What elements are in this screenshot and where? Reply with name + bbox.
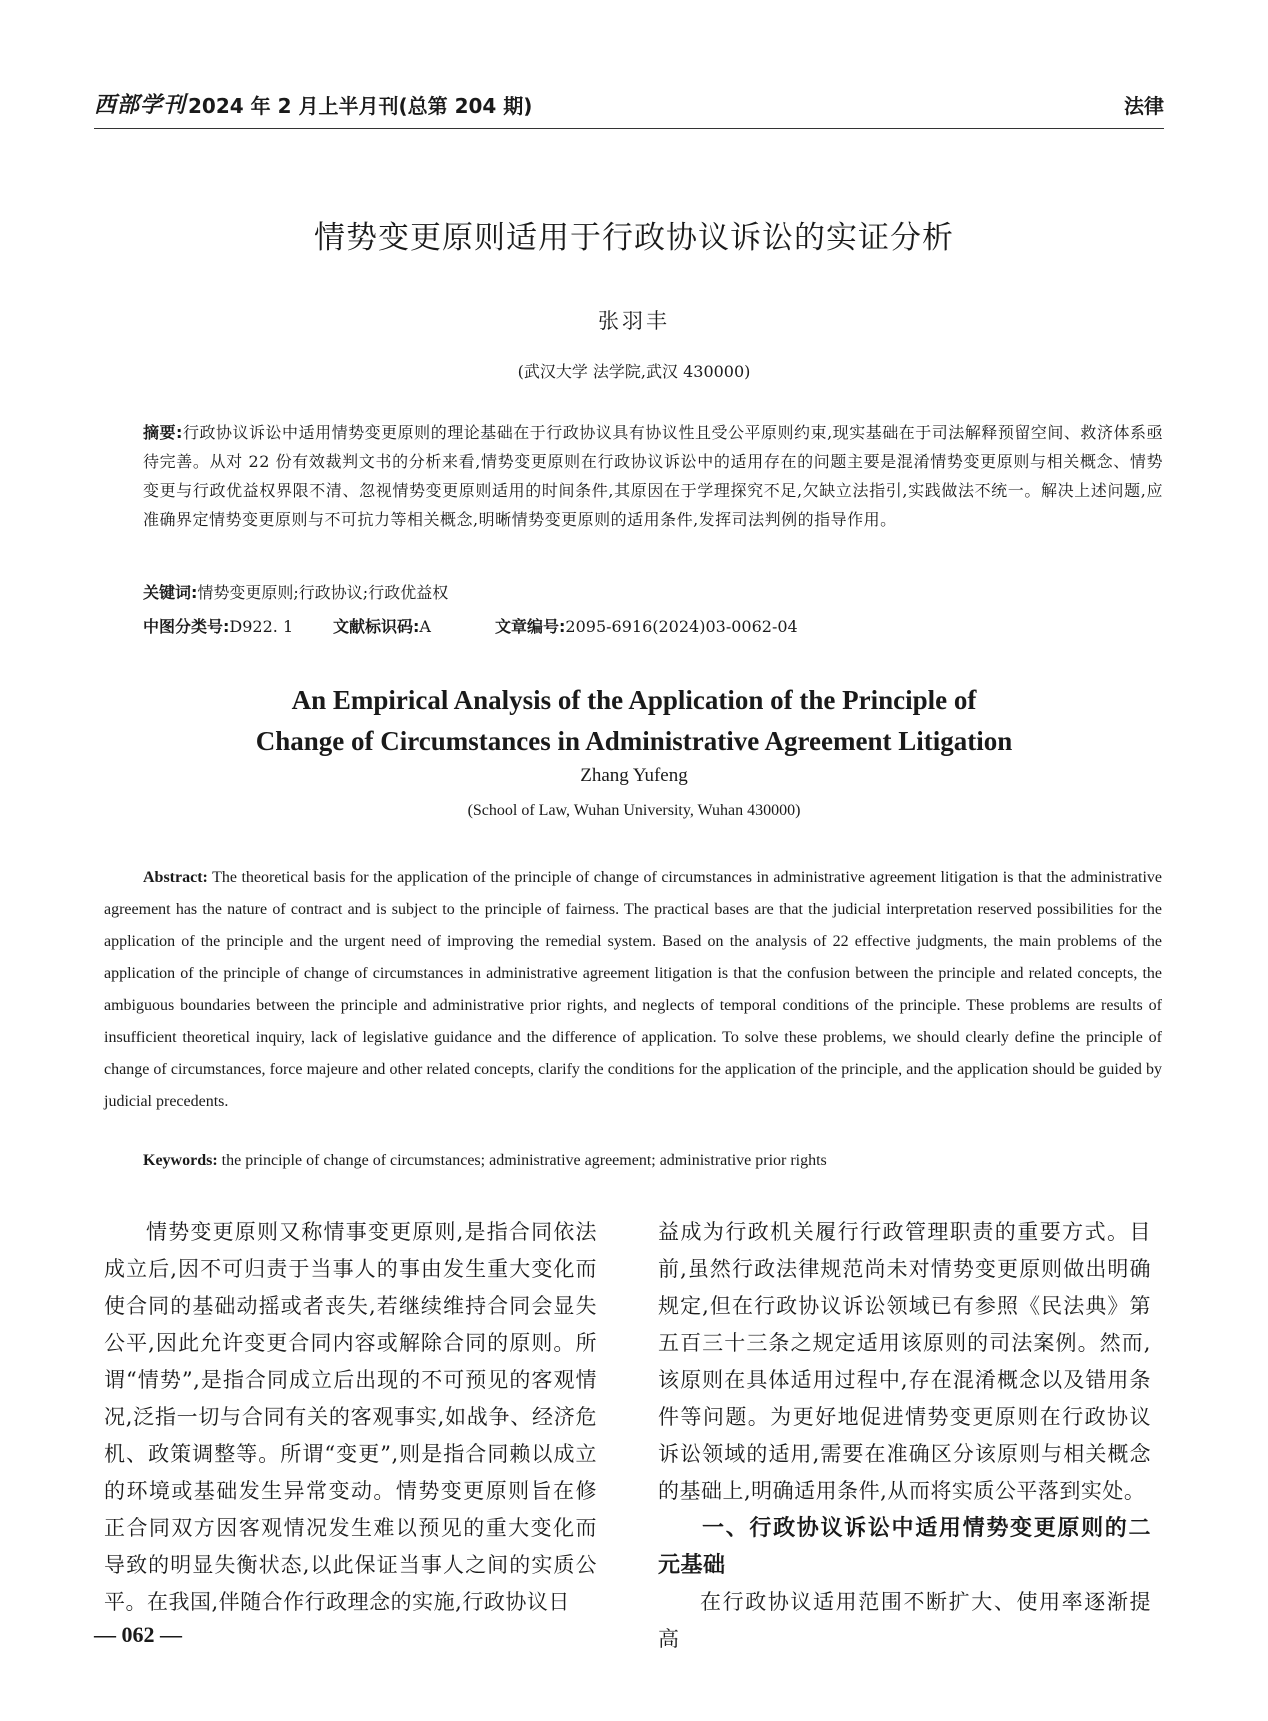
clc-item xyxy=(143,614,293,637)
affiliation-en: (School of Law, Wuhan University, Wuhan 430000) xyxy=(467,802,801,819)
section-name: 法律 xyxy=(1124,94,1164,118)
keywords-text-cn: 情势变更原则;行政协议;行政优益权 xyxy=(197,583,449,602)
abstract-en xyxy=(104,862,1162,1118)
article-title-en xyxy=(0,680,1268,762)
affiliation-cn: (武汉大学 法学院,武汉 430000) xyxy=(517,362,751,381)
abstract-text-cn: 行政协议诉讼中适用情势变更原则的理论基础在于行政协议具有协议性且受公平原则约束,现实基础在于司法解释预留空间、救济体系亟待完善。从对 22 份有效裁判文书的分析来看,情势变更原则在行政协议诉讼中的适用存在的问题主要是混淆情势变更原则与相关概念、情势变更与行政优益权界限不清、忽视情势变更原则适用的时间条件,其原因在于学理探究不足,欠缺立法指引,实践做法不统一。解决上述问题,应准确界定情势变更原则与不可抗力等相关概念,明晰情势变更原则的适用条件,发挥司法判例的指导作用。 xyxy=(143,423,1163,529)
title-en-line1: An Empirical Analysis of the Application of the Principle of xyxy=(291,685,977,715)
clc-label: 中图分类号: xyxy=(143,617,230,636)
article-no-value: 2095-6916(2024)03-0062-04 xyxy=(565,617,798,636)
keywords-cn xyxy=(143,580,448,603)
keywords-text-en: the principle of change of circumstances; administrative agreement; administrative prior rights xyxy=(221,1152,827,1169)
running-header xyxy=(94,88,1164,124)
body-column-left xyxy=(104,1214,597,1621)
doc-code-item xyxy=(333,614,431,637)
body-paragraph: 益成为行政机关履行行政管理职责的重要方式。目前,虽然行政法律规范尚未对情势变更原则做出明确规定,但在行政协议诉讼领域已有参照《民法典》第五百三十三条之规定适用该原则的司法案例。然而,该原则在具体适用过程中,存在混淆概念以及错用条件等问题。为更好地促进情势变更原则在行政协议诉讼领域的适用,需要在准确区分该原则与相关概念的基础上,明确适用条件,从而将实质公平落到实处。 xyxy=(658,1220,1151,1503)
issue-info: 2024 年 2 月上半月刊(总第 204 期) xyxy=(188,94,533,118)
author-name-en: Zhang Yufeng xyxy=(580,765,688,786)
clc-value: D922. 1 xyxy=(229,617,294,636)
body-column-right xyxy=(658,1214,1151,1658)
article-no-item xyxy=(495,614,798,637)
keywords-label-en: Keywords: xyxy=(143,1152,218,1169)
title-en-line2: Change of Circumstances in Administrative Agreement Litigation xyxy=(255,726,1013,756)
abstract-label-en: Abstract: xyxy=(143,869,208,886)
abstract-cn xyxy=(143,418,1163,534)
abstract-text-en: The theoretical basis for the application of the principle of change of circumstances in administrative agreement litigation is that the administrative agreement has the nature of contract and is subject to the principle of fairness. The practical bases are that the judicial interpretation reserved possibilities for the application of the principle and the urgent need of improving the remedial system. Based on the analysis of 22 effective judgments, the main problems of the application of the principle of change of circumstances in administrative agreement litigation is that the confusion between the principle and related concepts, the ambiguous boundaries between the principle and administrative prior rights, and neglects of temporal conditions of the principle. These problems are results of insufficient theoretical inquiry, lack of legislative guidance and the difference of application. To solve these problems, we should clearly define the principle of change of circumstances, force majeure and other related concepts, clarify the conditions for the application of the principle, and the application should be guided by judicial precedents. xyxy=(104,869,1162,1110)
header-divider xyxy=(94,128,1164,129)
abstract-label-cn: 摘要: xyxy=(143,423,183,442)
doc-code-label: 文献标识码: xyxy=(333,617,420,636)
author-name-cn: 张羽丰 xyxy=(598,309,670,333)
doc-code-value: A xyxy=(419,617,431,636)
section-heading: 一、行政协议诉讼中适用情势变更原则的二元基础 xyxy=(658,1516,1151,1578)
journal-logo: 西部学刊 xyxy=(94,92,187,118)
body-paragraph: 情势变更原则又称情事变更原则,是指合同依法成立后,因不可归责于当事人的事由发生重大变化而使合同的基础动摇或者丧失,若继续维持合同会显失公平,因此允许变更合同内容或解除合同的原则。所谓“情势”,是指合同成立后出现的不可预见的客观情况,泛指一切与合同有关的客观事实,如战争、经济危机、政策调整等。所谓“变更”,则是指合同赖以成立的环境或基础发生异常变动。情势变更原则旨在修正合同双方因客观情况发生难以预见的重大变化而导致的明显失衡状态,以此保证当事人之间的实质公平。在我国,伴随合作行政理念的实施,行政协议日 xyxy=(104,1220,597,1614)
keywords-label-cn: 关键词: xyxy=(143,583,198,602)
keywords-en xyxy=(143,1152,827,1170)
page-number: — 062 — xyxy=(94,1622,182,1647)
body-paragraph: 在行政协议适用范围不断扩大、使用率逐渐提高 xyxy=(658,1590,1151,1651)
article-no-label: 文章编号: xyxy=(495,617,566,636)
article-title-cn: 情势变更原则适用于行政协议诉讼的实证分析 xyxy=(314,220,954,256)
